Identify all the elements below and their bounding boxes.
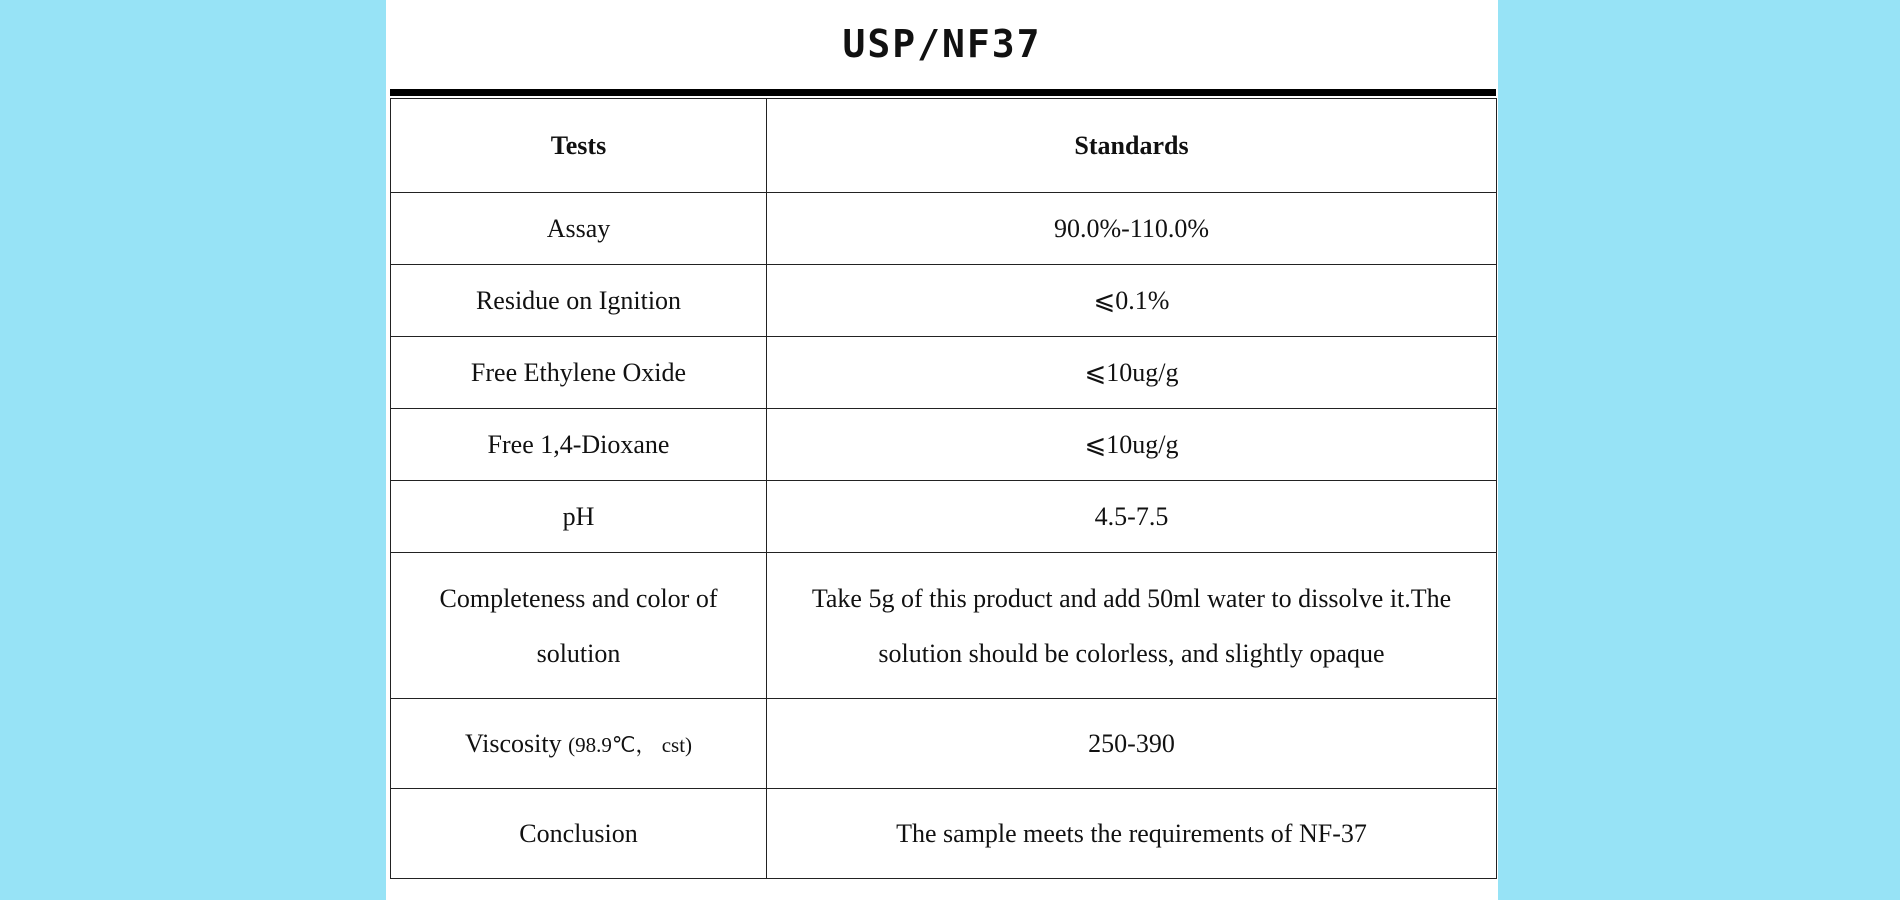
test-cell: Free 1,4-Dioxane <box>391 409 767 481</box>
table-header-row <box>391 99 1497 193</box>
standard-cell: ⩽10ug/g <box>767 409 1497 481</box>
test-cell: Assay <box>391 193 767 265</box>
standard-cell: ⩽0.1% <box>767 265 1497 337</box>
test-cell: Completeness and color of solution <box>391 553 767 699</box>
standard-cell: Take 5g of this product and add 50ml water to dissolve it.The solution should be colorless, and slightly opaque <box>767 553 1497 699</box>
page-title: USP/NF37 <box>842 22 1042 66</box>
standard-cell: 250-390 <box>767 699 1497 789</box>
test-cell <box>391 699 767 789</box>
spec-table <box>390 98 1497 879</box>
standard-cell: 90.0%-110.0% <box>767 193 1497 265</box>
conclusion-text: The sample meets the requirements of NF-37 <box>767 789 1497 879</box>
table-row <box>391 337 1497 409</box>
test-cell: Residue on Ignition <box>391 265 767 337</box>
test-cell: pH <box>391 481 767 553</box>
title-rule <box>390 89 1496 96</box>
table-row <box>391 409 1497 481</box>
conclusion-label: Conclusion <box>391 789 767 879</box>
table-row <box>391 193 1497 265</box>
header-tests: Tests <box>391 99 767 193</box>
table-row <box>391 553 1497 699</box>
table-row <box>391 265 1497 337</box>
conclusion-row <box>391 789 1497 879</box>
table-row <box>391 699 1497 789</box>
test-cell: Free Ethylene Oxide <box>391 337 767 409</box>
viscosity-label: Viscosity <box>464 728 562 758</box>
document-sheet <box>386 0 1498 900</box>
standard-cell: 4.5-7.5 <box>767 481 1497 553</box>
table-row <box>391 481 1497 553</box>
viscosity-unit: (98.9℃， cst) <box>568 732 693 757</box>
header-standards: Standards <box>767 99 1497 193</box>
standard-cell: ⩽10ug/g <box>767 337 1497 409</box>
